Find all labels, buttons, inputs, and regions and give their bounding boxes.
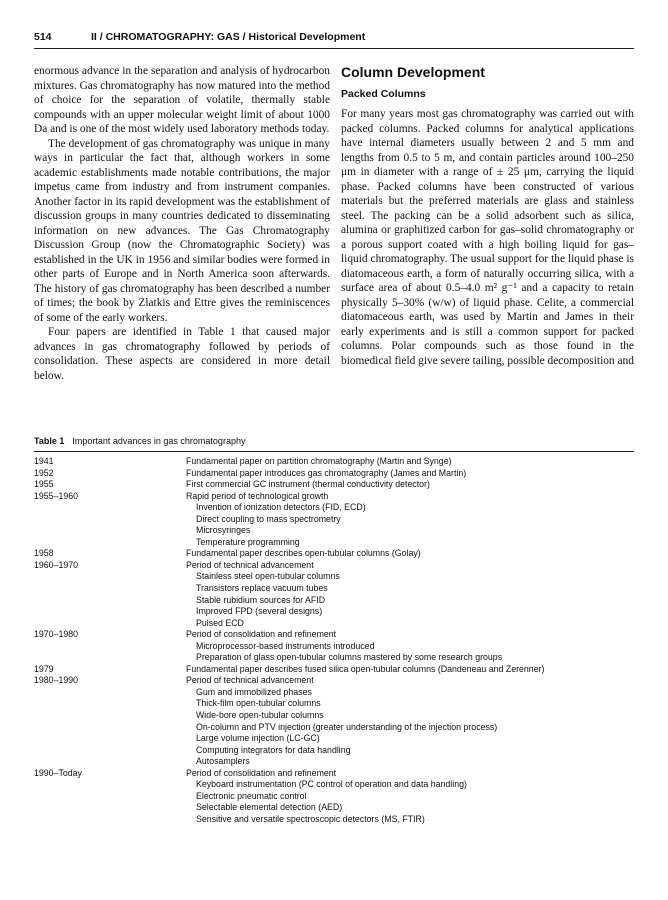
table-cell-event: Period of consolidation and refinement (186, 629, 337, 640)
table-cell-event: Sensitive and versatile spectroscopic detectors (MS, FTIR) (196, 813, 425, 824)
table-row (34, 652, 634, 664)
running-title: II / CHROMATOGRAPHY: GAS / Historical Development (91, 31, 366, 43)
table-row (34, 479, 634, 491)
table-cell-event: Large volume injection (LC-GC) (196, 733, 320, 744)
paragraph: enormous advance in the separation and analysis of hydrocarbon mixtures. Gas chromatography has now matured into the method of choice for the separation of volatile, thermally stable compounds with an upper molecular weight limit of about 1000 Da and is one of the most widely used laboratory methods today. (34, 65, 330, 135)
table-cell-event: Gum and immobilized phases (196, 686, 312, 697)
table-cell-event: Stable rubidium sources for AFID (196, 594, 326, 605)
table-cell-event: Preparation of glass open-tubular columns mastered by some research groups (196, 652, 503, 663)
table-cell-event: Temperature programming (196, 536, 300, 547)
table-row (34, 722, 634, 734)
table-cell-year: 1955 (34, 479, 54, 490)
left-column (34, 64, 330, 383)
table-cell-year: 1990–Today (34, 767, 82, 778)
header-rule (34, 48, 634, 49)
table-caption-text: Important advances in gas chromatography (72, 436, 246, 446)
paragraph: For many years most gas chromatography was carried out with packed columns. Packed columns for analytical applications have internal diameters usually between 2 and 5 mm and lengths from 0.5 to 5 m, and contain particles around 100–250 μm in diameter with a range of ± 25 μm, carrying the liquid phase. Packed columns have been constructed of various materials but the preferred materials are glass and stainless steel. The packing can be a solid adsorbent such as silica, alumina or graphitized carbon for gas–solid chromatography or a porous support coated with a high boiling liquid for gas–liquid chromatography. The usual support for the liquid phase is diatomaceous earth, a form of naturally occurring silica, with a surface area of about 0.5–4.0 m² g⁻¹ and a capacity to retain physically 5–30% (w/w) of liquid phase. Celite, a commercial diatomaceous earth, was used by Martin and James in their early experiments and is still a common support for packed columns. Polar compounds such as those found in the biomedical field give severe tailing, possible decomposition and (341, 108, 634, 367)
table-row (34, 710, 634, 722)
paragraph: Four papers are identified in Table 1 that caused major advances in gas chromatography followed by periods of consolidation. These aspects are considered in more detail below. (34, 326, 330, 382)
table-cell-year: 1970–1980 (34, 629, 79, 640)
table (34, 456, 634, 826)
table-cell-event: Transistors replace vacuum tubes (196, 583, 328, 594)
table-cell-event: Fundamental paper describes fused silica open-tubular columns (Dandeneau and Zerenner) (186, 663, 545, 674)
running-header (34, 29, 634, 47)
table-row (34, 802, 634, 814)
table-cell-event: Computing integrators for data handling (196, 744, 351, 755)
table-cell-event: Keyboard instrumentation (PC control of operation and data handling) (196, 779, 467, 790)
table-row (34, 745, 634, 757)
page-number: 514 (34, 31, 52, 43)
table-cell-event: Microprocessor-based instruments introduced (196, 640, 375, 651)
table-row (34, 791, 634, 803)
table-cell-event: Improved FPD (several designs) (196, 606, 323, 617)
table-row (34, 756, 634, 768)
table-cell-year: 1958 (34, 548, 54, 559)
table-cell-event: Rapid period of technological growth (186, 490, 329, 501)
table-cell-year: 1979 (34, 663, 54, 674)
table-label: Table 1 (34, 436, 65, 446)
table-cell-event: Microsyringes (196, 525, 251, 536)
table-cell-event: Selectable elemental detection (AED) (196, 802, 343, 813)
paragraph: The development of gas chromatography was unique in many ways in particular the fact that, although workers in some academic establishments made notable contributions, the major impetus came from industry and from instrument companies. Another factor in its rapid development was the establishment of discussion groups in many countries dedicated to disseminating information on new advances. The Gas Chromatography Discussion Group (now the Chromatographic Society) was established in the UK in 1956 and similar bodies were formed in other parts of Europe and in North America soon afterwards. The history of gas chromatography has been described a number of times; the book by Zlatkis and Ettre gives the reminiscences of some of the early workers. (34, 137, 330, 324)
table-row (34, 525, 634, 537)
table-row (34, 779, 634, 791)
table-row (34, 514, 634, 526)
table-cell-event: Direct coupling to mass spectrometry (196, 513, 341, 524)
table-rule (34, 451, 634, 452)
table-row (34, 537, 634, 549)
table-caption (34, 436, 245, 446)
table-row (34, 595, 634, 607)
table-cell-event: Electronic pneumatic control (196, 790, 307, 801)
table-cell-event: Fundamental paper describes open-tubular columns (Golay) (186, 548, 421, 559)
table-cell-event: Pulsed ECD (196, 617, 244, 628)
table-row (34, 606, 634, 618)
table-row (34, 456, 634, 468)
table-cell-event: Fundamental paper introduces gas chromatography (James and Martin) (186, 467, 467, 478)
table-cell-event: Period of technical advancement (186, 559, 314, 570)
table-row (34, 629, 634, 641)
table-row (34, 548, 634, 560)
table-cell-event: First commercial GC instrument (thermal conductivity detector) (186, 479, 430, 490)
table-row (34, 664, 634, 676)
right-column (341, 64, 634, 368)
table-cell-event: Invention of ionization detectors (FID, ECD) (196, 502, 366, 513)
table-cell-event: Period of consolidation and refinement (186, 767, 337, 778)
table-row (34, 571, 634, 583)
table-row (34, 687, 634, 699)
table-cell-event: Stainless steel open-tubular columns (196, 571, 340, 582)
table-cell-year: 1955–1960 (34, 490, 79, 501)
table-row (34, 768, 634, 780)
table-cell-event: Thick-film open-tubular columns (196, 698, 321, 709)
table-row (34, 698, 634, 710)
table-cell-year: 1960–1970 (34, 559, 79, 570)
table-row (34, 560, 634, 572)
table-cell-event: On-column and PTV injection (greater understanding of the injection process) (196, 721, 498, 732)
table-cell-year: 1941 (34, 456, 54, 466)
table-row (34, 814, 634, 826)
table-row (34, 675, 634, 687)
table-row (34, 583, 634, 595)
table-cell-year: 1952 (34, 467, 54, 478)
table-row (34, 502, 634, 514)
subsection-heading: Packed Columns (341, 88, 426, 100)
table-row (34, 491, 634, 503)
table-cell-event: Period of technical advancement (186, 675, 314, 686)
table-row (34, 618, 634, 630)
table-cell-year: 1980–1990 (34, 675, 79, 686)
table-cell-event: Fundamental paper on partition chromatography (Martin and Synge) (186, 456, 452, 466)
section-heading: Column Development (341, 64, 485, 80)
table-row (34, 468, 634, 480)
table-cell-event: Wide-bore open-tubular columns (196, 710, 324, 721)
table-row (34, 733, 634, 745)
table-row (34, 641, 634, 653)
table-cell-event: Autosamplers (196, 756, 250, 767)
